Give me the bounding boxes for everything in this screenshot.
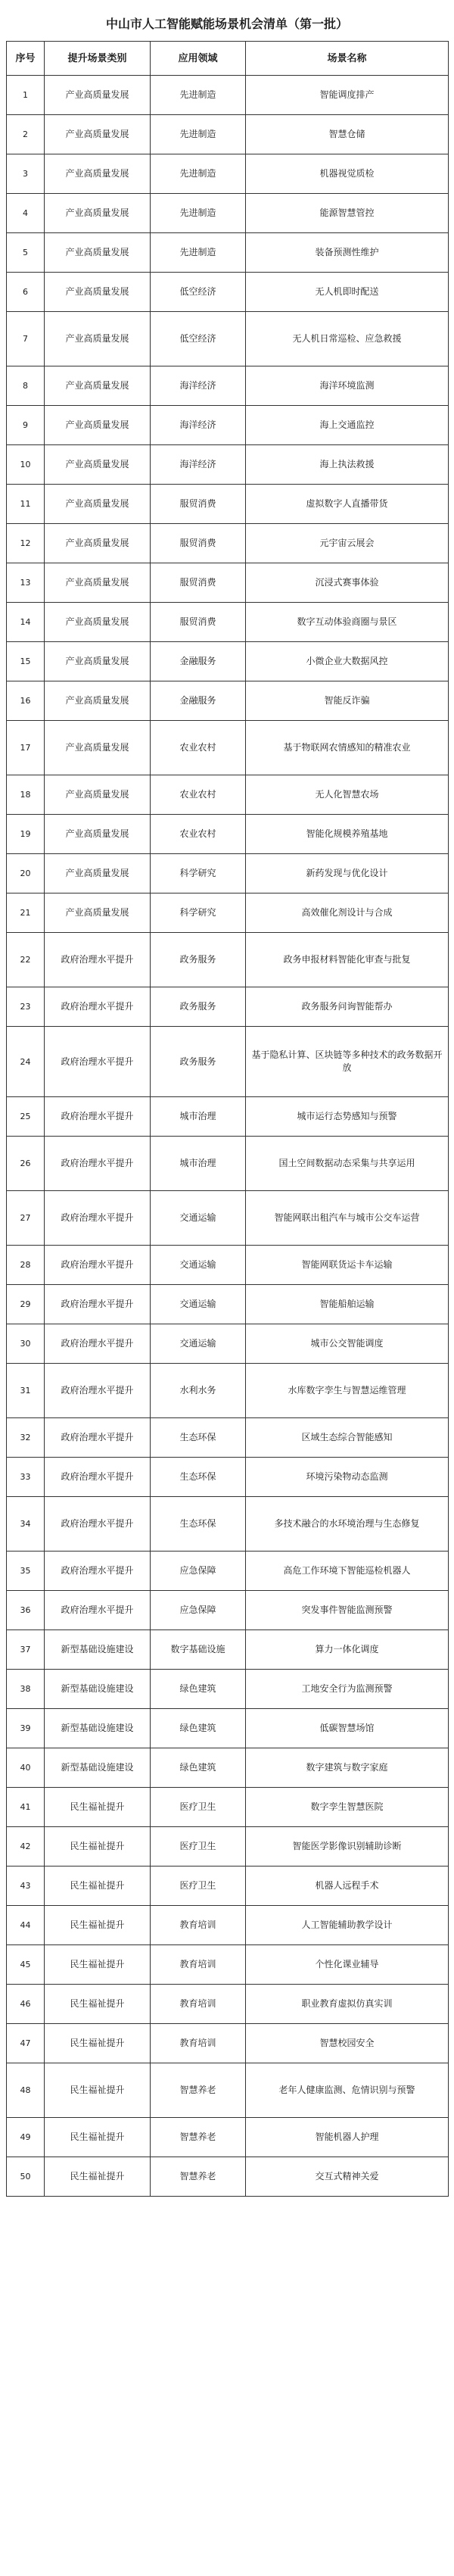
cell-category: 产业高质量发展 [45, 893, 151, 933]
cell-field: 政务服务 [151, 933, 246, 987]
cell-category: 新型基础设施建设 [45, 1630, 151, 1670]
cell-field: 低空经济 [151, 312, 246, 366]
cell-no: 43 [7, 1867, 45, 1906]
table-row [7, 1591, 449, 1630]
cell-name: 突发事件智能监测预警 [246, 1591, 449, 1630]
cell-field: 先进制造 [151, 115, 246, 154]
cell-field: 先进制造 [151, 154, 246, 194]
cell-no: 10 [7, 445, 45, 485]
cell-name: 新药发现与优化设计 [246, 854, 449, 893]
cell-no: 3 [7, 154, 45, 194]
cell-category: 政府治理水平提升 [45, 1246, 151, 1285]
cell-name: 高效催化剂设计与合成 [246, 893, 449, 933]
cell-field: 农业农村 [151, 721, 246, 775]
cell-field: 先进制造 [151, 194, 246, 233]
table-row [7, 1670, 449, 1709]
table-body [7, 76, 449, 2197]
cell-field: 政务服务 [151, 1027, 246, 1097]
cell-name: 交互式精神关爱 [246, 2157, 449, 2197]
cell-field: 服贸消费 [151, 603, 246, 642]
cell-category: 政府治理水平提升 [45, 1027, 151, 1097]
table-row [7, 1458, 449, 1497]
cell-category: 政府治理水平提升 [45, 1137, 151, 1191]
table-row [7, 2063, 449, 2118]
cell-no: 2 [7, 115, 45, 154]
table-row [7, 233, 449, 273]
table-row [7, 642, 449, 681]
table-row [7, 366, 449, 406]
cell-name: 智能医学影像识别辅助诊断 [246, 1827, 449, 1867]
cell-category: 产业高质量发展 [45, 115, 151, 154]
cell-category: 民生福祉提升 [45, 2063, 151, 2118]
cell-no: 21 [7, 893, 45, 933]
cell-field: 医疗卫生 [151, 1827, 246, 1867]
cell-field: 科学研究 [151, 893, 246, 933]
cell-category: 产业高质量发展 [45, 642, 151, 681]
cell-field: 医疗卫生 [151, 1788, 246, 1827]
cell-name: 海洋环境监测 [246, 366, 449, 406]
cell-name: 智能调度排产 [246, 76, 449, 115]
cell-name: 水库数字孪生与智慧运维管理 [246, 1364, 449, 1418]
table-row [7, 194, 449, 233]
cell-name: 智能船舶运输 [246, 1285, 449, 1324]
cell-no: 39 [7, 1709, 45, 1748]
table-row [7, 1906, 449, 1945]
header-category: 提升场景类别 [45, 42, 151, 76]
cell-no: 13 [7, 563, 45, 603]
cell-field: 农业农村 [151, 775, 246, 815]
cell-name: 城市公交智能调度 [246, 1324, 449, 1364]
cell-name: 智能反诈骗 [246, 681, 449, 721]
cell-name: 高危工作环境下智能巡检机器人 [246, 1552, 449, 1591]
cell-no: 38 [7, 1670, 45, 1709]
cell-name: 工地安全行为监测预警 [246, 1670, 449, 1709]
cell-category: 民生福祉提升 [45, 2118, 151, 2157]
cell-category: 产业高质量发展 [45, 563, 151, 603]
cell-no: 29 [7, 1285, 45, 1324]
table-row [7, 485, 449, 524]
cell-category: 产业高质量发展 [45, 721, 151, 775]
cell-name: 智能化规模养殖基地 [246, 815, 449, 854]
table-row [7, 1137, 449, 1191]
cell-name: 数字孪生智慧医院 [246, 1788, 449, 1827]
cell-name: 老年人健康监测、危情识别与预警 [246, 2063, 449, 2118]
cell-no: 40 [7, 1748, 45, 1788]
cell-no: 20 [7, 854, 45, 893]
cell-name: 机器人远程手术 [246, 1867, 449, 1906]
table-row [7, 1191, 449, 1246]
cell-category: 民生福祉提升 [45, 1906, 151, 1945]
table-row [7, 854, 449, 893]
cell-field: 交通运输 [151, 1324, 246, 1364]
cell-no: 14 [7, 603, 45, 642]
cell-field: 数字基础设施 [151, 1630, 246, 1670]
cell-field: 教育培训 [151, 2024, 246, 2063]
cell-name: 智能网联货运卡车运输 [246, 1246, 449, 1285]
table-row [7, 563, 449, 603]
table-row [7, 603, 449, 642]
cell-no: 18 [7, 775, 45, 815]
table-row [7, 1097, 449, 1137]
cell-category: 政府治理水平提升 [45, 1591, 151, 1630]
table-row [7, 987, 449, 1027]
cell-name: 无人机日常巡检、应急救援 [246, 312, 449, 366]
cell-field: 服贸消费 [151, 524, 246, 563]
cell-no: 12 [7, 524, 45, 563]
cell-field: 水利水务 [151, 1364, 246, 1418]
cell-field: 生态环保 [151, 1458, 246, 1497]
table-row [7, 2157, 449, 2197]
cell-name: 多技术融合的水环境治理与生态修复 [246, 1497, 449, 1552]
cell-category: 民生福祉提升 [45, 1867, 151, 1906]
table-row [7, 1630, 449, 1670]
cell-no: 44 [7, 1906, 45, 1945]
cell-field: 生态环保 [151, 1418, 246, 1458]
cell-name: 数字互动体验商圈与景区 [246, 603, 449, 642]
table-row [7, 1418, 449, 1458]
cell-field: 海洋经济 [151, 445, 246, 485]
cell-category: 民生福祉提升 [45, 1945, 151, 1985]
table-row [7, 1324, 449, 1364]
header-field: 应用领域 [151, 42, 246, 76]
cell-no: 8 [7, 366, 45, 406]
cell-field: 政务服务 [151, 987, 246, 1027]
cell-no: 46 [7, 1985, 45, 2024]
cell-no: 1 [7, 76, 45, 115]
table-row [7, 1748, 449, 1788]
table-row [7, 2024, 449, 2063]
cell-name: 无人机即时配送 [246, 273, 449, 312]
cell-category: 政府治理水平提升 [45, 1191, 151, 1246]
cell-category: 产业高质量发展 [45, 524, 151, 563]
cell-no: 32 [7, 1418, 45, 1458]
cell-name: 区域生态综合智能感知 [246, 1418, 449, 1458]
cell-category: 产业高质量发展 [45, 485, 151, 524]
cell-category: 新型基础设施建设 [45, 1670, 151, 1709]
cell-category: 产业高质量发展 [45, 154, 151, 194]
cell-name: 基于物联网农情感知的精准农业 [246, 721, 449, 775]
cell-name: 环境污染物动态监测 [246, 1458, 449, 1497]
cell-category: 政府治理水平提升 [45, 987, 151, 1027]
cell-no: 48 [7, 2063, 45, 2118]
cell-category: 民生福祉提升 [45, 2157, 151, 2197]
cell-no: 22 [7, 933, 45, 987]
cell-name: 装备预测性维护 [246, 233, 449, 273]
cell-no: 41 [7, 1788, 45, 1827]
cell-no: 7 [7, 312, 45, 366]
cell-field: 城市治理 [151, 1097, 246, 1137]
cell-category: 产业高质量发展 [45, 775, 151, 815]
cell-field: 智慧养老 [151, 2157, 246, 2197]
cell-no: 34 [7, 1497, 45, 1552]
cell-no: 25 [7, 1097, 45, 1137]
cell-no: 19 [7, 815, 45, 854]
cell-no: 49 [7, 2118, 45, 2157]
table-row [7, 1246, 449, 1285]
table-row [7, 115, 449, 154]
cell-field: 智慧养老 [151, 2118, 246, 2157]
cell-name: 虚拟数字人直播带货 [246, 485, 449, 524]
cell-field: 低空经济 [151, 273, 246, 312]
cell-category: 政府治理水平提升 [45, 1497, 151, 1552]
cell-category: 民生福祉提升 [45, 2024, 151, 2063]
cell-field: 生态环保 [151, 1497, 246, 1552]
cell-no: 45 [7, 1945, 45, 1985]
table-row [7, 76, 449, 115]
cell-category: 政府治理水平提升 [45, 1552, 151, 1591]
cell-name: 小微企业大数据风控 [246, 642, 449, 681]
cell-field: 服贸消费 [151, 563, 246, 603]
cell-field: 交通运输 [151, 1191, 246, 1246]
scenario-table [6, 41, 449, 2197]
cell-no: 17 [7, 721, 45, 775]
cell-field: 教育培训 [151, 1985, 246, 2024]
cell-no: 28 [7, 1246, 45, 1285]
cell-category: 政府治理水平提升 [45, 1097, 151, 1137]
cell-category: 产业高质量发展 [45, 76, 151, 115]
table-row [7, 312, 449, 366]
cell-no: 36 [7, 1591, 45, 1630]
cell-no: 26 [7, 1137, 45, 1191]
cell-category: 新型基础设施建设 [45, 1709, 151, 1748]
cell-category: 产业高质量发展 [45, 445, 151, 485]
table-row [7, 445, 449, 485]
cell-name: 政务服务问询智能帮办 [246, 987, 449, 1027]
cell-category: 产业高质量发展 [45, 854, 151, 893]
cell-category: 政府治理水平提升 [45, 1364, 151, 1418]
cell-category: 产业高质量发展 [45, 194, 151, 233]
cell-no: 31 [7, 1364, 45, 1418]
cell-name: 无人化智慧农场 [246, 775, 449, 815]
cell-field: 金融服务 [151, 642, 246, 681]
cell-name: 基于隐私计算、区块链等多种技术的政务数据开放 [246, 1027, 449, 1097]
cell-field: 先进制造 [151, 76, 246, 115]
cell-name: 元宇宙云展会 [246, 524, 449, 563]
table-row [7, 1285, 449, 1324]
document-sheet [6, 8, 448, 2197]
cell-no: 24 [7, 1027, 45, 1097]
cell-category: 政府治理水平提升 [45, 933, 151, 987]
table-row [7, 406, 449, 445]
cell-no: 27 [7, 1191, 45, 1246]
table-row [7, 2118, 449, 2157]
cell-category: 民生福祉提升 [45, 1827, 151, 1867]
cell-field: 交通运输 [151, 1246, 246, 1285]
cell-category: 产业高质量发展 [45, 233, 151, 273]
cell-field: 绿色建筑 [151, 1709, 246, 1748]
table-row [7, 815, 449, 854]
table-row [7, 1364, 449, 1418]
cell-category: 政府治理水平提升 [45, 1324, 151, 1364]
cell-field: 绿色建筑 [151, 1748, 246, 1788]
page-title: 中山市人工智能赋能场景机会清单（第一批） [105, 17, 348, 31]
cell-no: 11 [7, 485, 45, 524]
cell-name: 智能网联出租汽车与城市公交车运营 [246, 1191, 449, 1246]
cell-name: 国土空间数据动态采集与共享运用 [246, 1137, 449, 1191]
table-row [7, 1867, 449, 1906]
cell-no: 33 [7, 1458, 45, 1497]
cell-field: 交通运输 [151, 1285, 246, 1324]
cell-field: 农业农村 [151, 815, 246, 854]
table-row [7, 933, 449, 987]
table-row [7, 524, 449, 563]
cell-field: 金融服务 [151, 681, 246, 721]
cell-category: 产业高质量发展 [45, 406, 151, 445]
header-name: 场景名称 [246, 42, 449, 76]
cell-category: 产业高质量发展 [45, 366, 151, 406]
table-row [7, 775, 449, 815]
cell-field: 服贸消费 [151, 485, 246, 524]
cell-name: 职业教育虚拟仿真实训 [246, 1985, 449, 2024]
cell-field: 教育培训 [151, 1945, 246, 1985]
cell-field: 海洋经济 [151, 366, 246, 406]
table-row [7, 893, 449, 933]
cell-no: 23 [7, 987, 45, 1027]
cell-category: 民生福祉提升 [45, 1788, 151, 1827]
cell-category: 政府治理水平提升 [45, 1285, 151, 1324]
cell-field: 教育培训 [151, 1906, 246, 1945]
cell-no: 6 [7, 273, 45, 312]
cell-field: 海洋经济 [151, 406, 246, 445]
cell-name: 城市运行态势感知与预警 [246, 1097, 449, 1137]
table-row [7, 1497, 449, 1552]
cell-field: 绿色建筑 [151, 1670, 246, 1709]
cell-name: 政务申报材料智能化审查与批复 [246, 933, 449, 987]
cell-field: 先进制造 [151, 233, 246, 273]
table-row [7, 273, 449, 312]
table-row [7, 154, 449, 194]
cell-field: 科学研究 [151, 854, 246, 893]
cell-name: 智能机器人护理 [246, 2118, 449, 2157]
cell-category: 产业高质量发展 [45, 681, 151, 721]
cell-no: 50 [7, 2157, 45, 2197]
table-row [7, 1945, 449, 1985]
cell-category: 产业高质量发展 [45, 603, 151, 642]
cell-name: 能源智慧管控 [246, 194, 449, 233]
cell-category: 产业高质量发展 [45, 815, 151, 854]
cell-no: 9 [7, 406, 45, 445]
cell-field: 应急保障 [151, 1591, 246, 1630]
header-no: 序号 [7, 42, 45, 76]
cell-no: 16 [7, 681, 45, 721]
table-row [7, 1709, 449, 1748]
cell-no: 42 [7, 1827, 45, 1867]
cell-name: 算力一体化调度 [246, 1630, 449, 1670]
cell-no: 30 [7, 1324, 45, 1364]
cell-name: 海上执法救援 [246, 445, 449, 485]
cell-name: 低碳智慧场馆 [246, 1709, 449, 1748]
cell-no: 47 [7, 2024, 45, 2063]
cell-category: 民生福祉提升 [45, 1985, 151, 2024]
cell-field: 智慧养老 [151, 2063, 246, 2118]
cell-field: 应急保障 [151, 1552, 246, 1591]
cell-category: 产业高质量发展 [45, 312, 151, 366]
cell-no: 5 [7, 233, 45, 273]
cell-no: 35 [7, 1552, 45, 1591]
cell-name: 机器视觉质检 [246, 154, 449, 194]
cell-name: 智慧校园安全 [246, 2024, 449, 2063]
table-row [7, 1027, 449, 1097]
cell-name: 沉浸式赛事体验 [246, 563, 449, 603]
cell-field: 城市治理 [151, 1137, 246, 1191]
cell-category: 政府治理水平提升 [45, 1418, 151, 1458]
cell-no: 4 [7, 194, 45, 233]
cell-name: 智慧仓储 [246, 115, 449, 154]
cell-name: 数字建筑与数字家庭 [246, 1748, 449, 1788]
table-header-row [7, 42, 449, 76]
cell-category: 产业高质量发展 [45, 273, 151, 312]
table-row [7, 1788, 449, 1827]
cell-no: 15 [7, 642, 45, 681]
table-row [7, 1985, 449, 2024]
cell-field: 医疗卫生 [151, 1867, 246, 1906]
cell-name: 个性化课业辅导 [246, 1945, 449, 1985]
cell-name: 人工智能辅助教学设计 [246, 1906, 449, 1945]
table-row [7, 1827, 449, 1867]
table-row [7, 1552, 449, 1591]
cell-no: 37 [7, 1630, 45, 1670]
cell-category: 新型基础设施建设 [45, 1748, 151, 1788]
table-row [7, 721, 449, 775]
cell-name: 海上交通监控 [246, 406, 449, 445]
table-row [7, 681, 449, 721]
cell-category: 政府治理水平提升 [45, 1458, 151, 1497]
